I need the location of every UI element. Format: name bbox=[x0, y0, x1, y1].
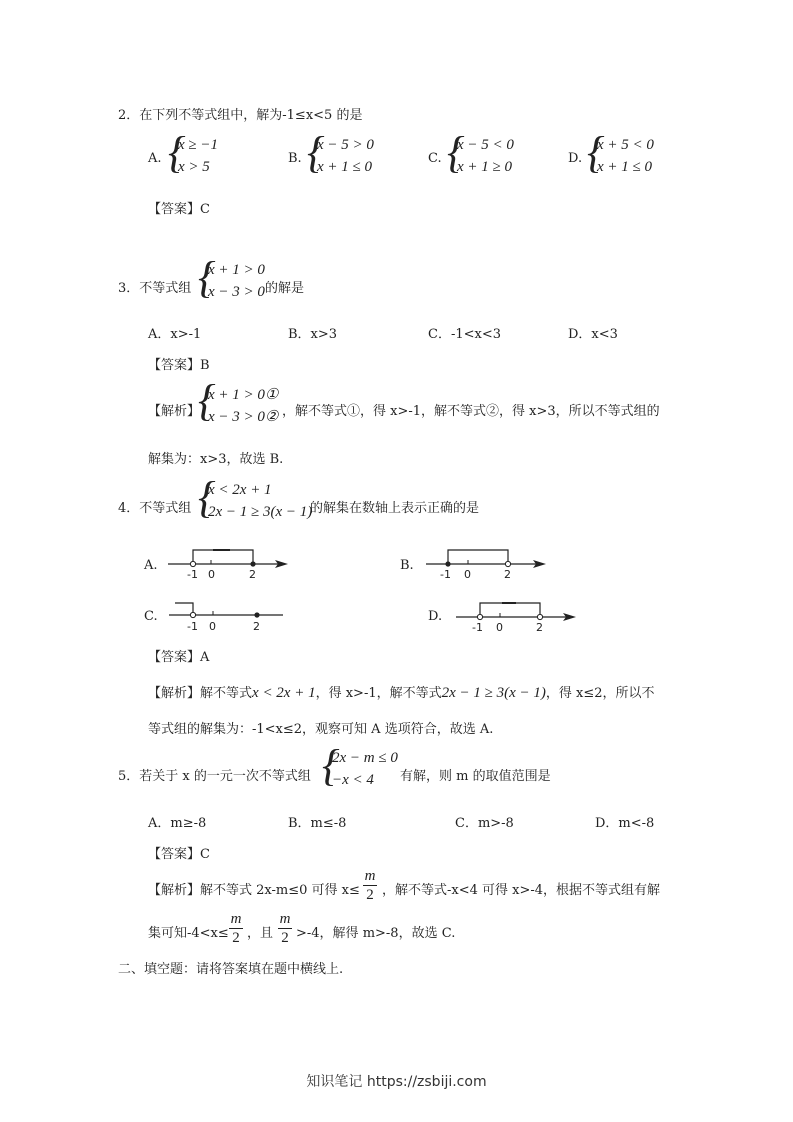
q5-analysis-a2: ，解不等式-x<4 可得 x>-4，根据不等式组有解 bbox=[382, 883, 661, 898]
q3-system-line1: x + 1 > 0 bbox=[208, 262, 265, 278]
q3-analysis-label: 【解析】 bbox=[148, 404, 201, 419]
fraction-numerator: m bbox=[279, 911, 291, 927]
q4-analysis-p1: 解不等式 bbox=[200, 686, 253, 701]
q3-answer: 【答案】B bbox=[148, 358, 210, 373]
fraction-denominator: 2 bbox=[366, 887, 374, 903]
q3-option-a: A．x>-1 bbox=[148, 327, 202, 342]
q5-system-line2: −x < 4 bbox=[332, 772, 374, 788]
q5-option-d: D．m<-8 bbox=[595, 816, 655, 831]
q2-option-b-line1: x − 5 > 0 bbox=[317, 137, 374, 153]
q4-analysis-m1: x < 2x + 1 bbox=[252, 685, 316, 701]
q5-fraction-2 bbox=[229, 911, 243, 946]
q2-option-d-line1: x + 5 < 0 bbox=[597, 137, 654, 153]
tick-label: 2 bbox=[249, 568, 256, 581]
q5-fraction-3 bbox=[278, 911, 292, 946]
q4-stem-prefix: 4．不等式组 bbox=[118, 501, 192, 516]
q5-system-line1: 2x − m ≤ 0 bbox=[332, 750, 398, 766]
q2-option-a-line1: x ≥ −1 bbox=[178, 137, 219, 153]
fraction-denominator: 2 bbox=[232, 930, 240, 946]
q2-option-b-label: B. bbox=[288, 151, 302, 166]
tick-label: -1 bbox=[187, 620, 198, 633]
q5-option-b: B．m≤-8 bbox=[288, 816, 347, 831]
q5-option-a: A．m≥-8 bbox=[148, 816, 207, 831]
q5-analysis-b1: 集可知-4<x≤ bbox=[148, 926, 229, 941]
tick-label: -1 bbox=[440, 568, 451, 581]
q3-system-line2: x − 3 > 0 bbox=[208, 284, 265, 300]
q4-option-c-number-line bbox=[165, 595, 295, 637]
tick-label: 0 bbox=[208, 568, 215, 581]
q2-option-d-line2: x + 1 ≤ 0 bbox=[597, 159, 653, 175]
tick-label: -1 bbox=[187, 568, 198, 581]
q4-option-c-label: C. bbox=[144, 609, 158, 624]
q3-analysis-line1: x + 1 > 0① bbox=[208, 387, 279, 403]
q4-system-line1: x < 2x + 1 bbox=[208, 482, 272, 498]
q3-option-c: C．-1<x<3 bbox=[428, 327, 501, 342]
q5-option-c: C．m>-8 bbox=[455, 816, 514, 831]
q3-analysis-text2: 解集为：x>3，故选 B. bbox=[148, 452, 284, 467]
q2-answer: 【答案】C bbox=[148, 202, 210, 217]
q4-option-b-label: B. bbox=[400, 558, 414, 573]
q4-analysis-p3: ，得 x≤2，所以不 bbox=[545, 686, 655, 701]
tick-label: 0 bbox=[209, 620, 216, 633]
q2-option-d-label: D. bbox=[568, 151, 583, 166]
q3-stem-prefix: 3．不等式组 bbox=[118, 281, 192, 296]
q3-analysis-text: ，解不等式①，得 x>-1，解不等式②，得 x>3，所以不等式组的 bbox=[282, 404, 660, 419]
q4-option-b-number-line bbox=[418, 540, 548, 582]
q5-fraction-1 bbox=[363, 868, 377, 903]
q2-option-c-label: C. bbox=[428, 151, 442, 166]
q5-stem-prefix: 5．若关于 x 的一元一次不等式组 bbox=[118, 769, 311, 784]
q4-analysis-line1 bbox=[148, 682, 655, 702]
q3-option-d: D．x<3 bbox=[568, 327, 618, 342]
q4-option-a-number-line bbox=[160, 540, 290, 582]
fraction-denominator: 2 bbox=[281, 930, 289, 946]
q5-analysis-b2: ，且 bbox=[247, 926, 274, 941]
q5-analysis-a1: 解不等式 2x-m≤0 可得 x≤ bbox=[200, 883, 360, 898]
q4-analysis-text2: 等式组的解集为：-1<x≤2，观察可知 A 选项符合，故选 A. bbox=[148, 722, 494, 737]
tick-label: 0 bbox=[464, 568, 471, 581]
tick-label: -1 bbox=[472, 621, 483, 634]
q2-stem: 2．在下列不等式组中，解为-1≤x<5 的是 bbox=[118, 108, 363, 123]
q4-option-d-number-line bbox=[450, 595, 580, 637]
q4-option-d-label: D. bbox=[428, 609, 443, 624]
q4-analysis-m2: 2x − 1 ≥ 3(x − 1) bbox=[441, 685, 546, 701]
q4-analysis-label: 【解析】 bbox=[148, 686, 201, 701]
q3-analysis-line2: x − 3 > 0② bbox=[208, 409, 279, 425]
q2-option-a-line2: x > 5 bbox=[178, 159, 210, 175]
footer-watermark: 知识笔记 https://zsbiji.com bbox=[306, 1074, 487, 1090]
tick-label: 2 bbox=[536, 621, 543, 634]
q5-stem-suffix: 有解，则 m 的取值范围是 bbox=[400, 769, 551, 784]
q4-option-a-label: A. bbox=[144, 558, 158, 573]
q4-stem-suffix: 的解集在数轴上表示正确的是 bbox=[310, 501, 480, 516]
q3-option-b: B．x>3 bbox=[288, 327, 338, 342]
q4-answer: 【答案】A bbox=[148, 650, 210, 665]
q4-analysis-p2: ，得 x>-1，解不等式 bbox=[315, 686, 442, 701]
q3-stem-suffix: 的解是 bbox=[265, 281, 305, 296]
q5-analysis-label: 【解析】 bbox=[148, 883, 201, 898]
tick-label: 2 bbox=[253, 620, 260, 633]
q4-system-line2: 2x − 1 ≥ 3(x − 1) bbox=[208, 504, 313, 520]
tick-label: 2 bbox=[504, 568, 511, 581]
fraction-numerator: m bbox=[364, 868, 376, 884]
q5-analysis-b3: >-4，解得 m>-8，故选 C. bbox=[296, 926, 456, 941]
q5-answer: 【答案】C bbox=[148, 847, 210, 862]
tick-label: 0 bbox=[496, 621, 503, 634]
q2-option-c-line1: x − 5 < 0 bbox=[457, 137, 514, 153]
section-2-heading: 二、填空题：请将答案填在题中横线上. bbox=[118, 962, 344, 977]
q2-option-a-label: A. bbox=[148, 151, 162, 166]
q2-option-b-line2: x + 1 ≤ 0 bbox=[317, 159, 373, 175]
q2-option-c-line2: x + 1 ≥ 0 bbox=[457, 159, 513, 175]
fraction-numerator: m bbox=[230, 911, 242, 927]
